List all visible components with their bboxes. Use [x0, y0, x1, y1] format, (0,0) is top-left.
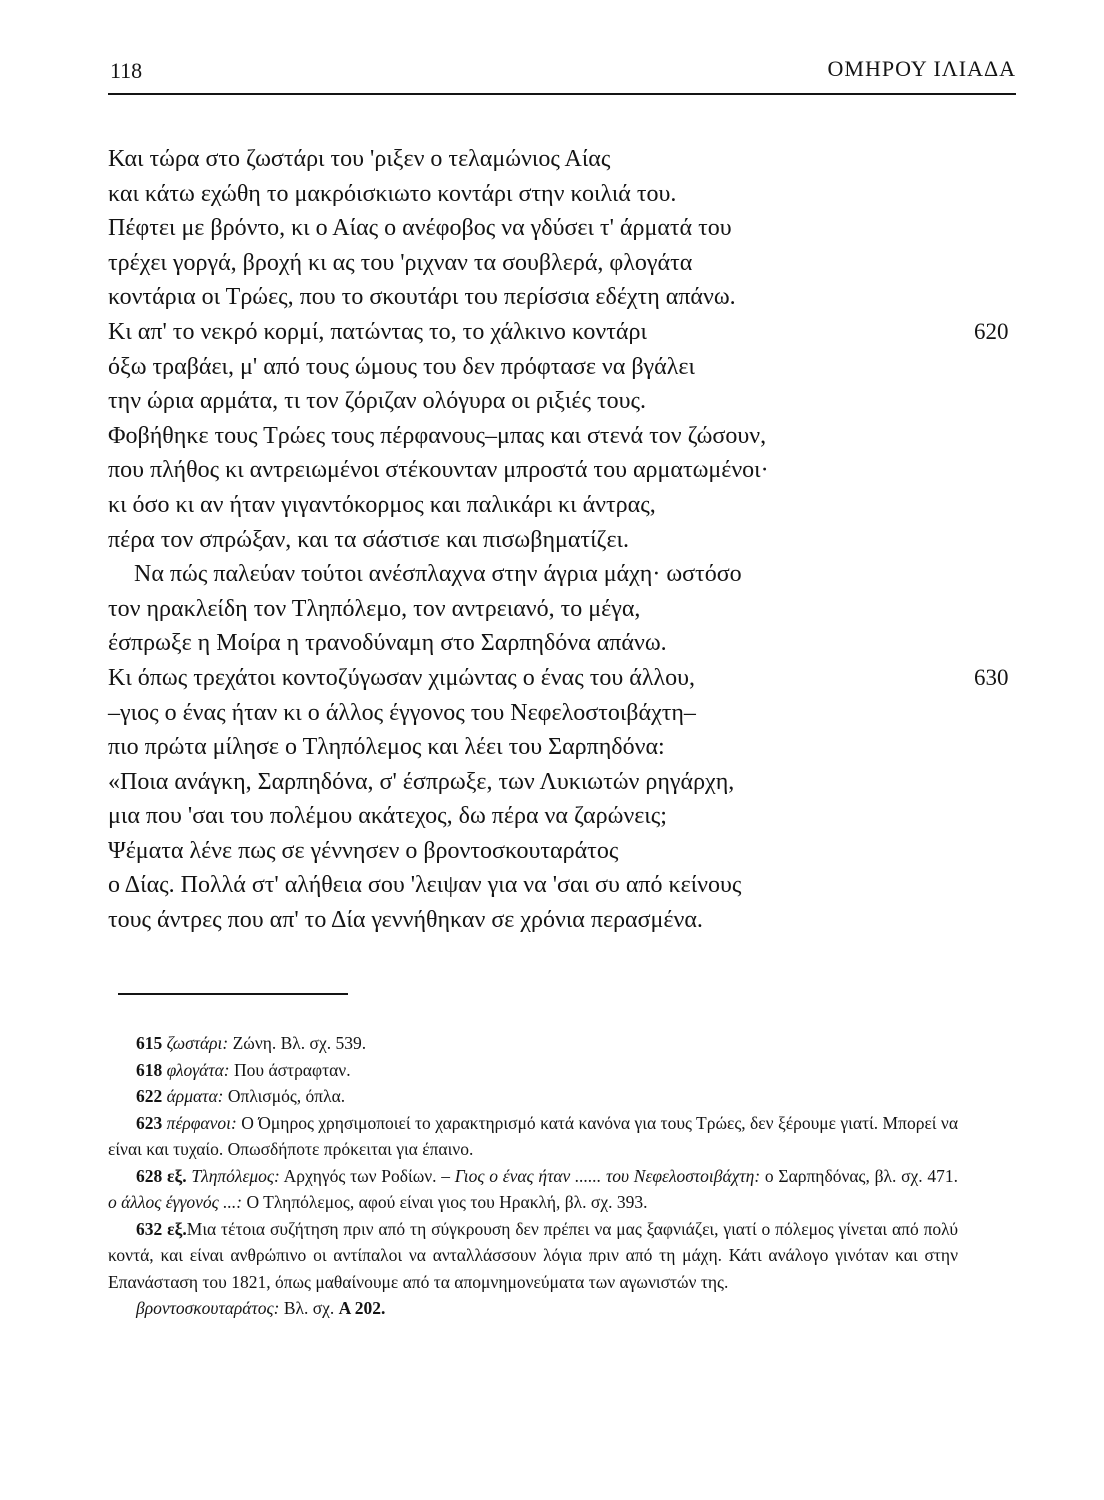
verse-line: έσπρωξε η Μοίρα η τρανοδύναμη στο Σαρπηδόνα απάνω. [108, 630, 667, 657]
footnote-text: Οπλισμός, όπλα. [223, 1086, 346, 1106]
verse-line: Και τώρα στο ζωστάρι του 'ριξεν ο τελαμώνιος Αίας [108, 146, 611, 172]
footnote-term: Γιος ο ένας ήταν ...... του Νεφελοστοιβάχτη: [454, 1165, 761, 1186]
footnote-term: άρματα: [166, 1086, 224, 1106]
verse-line: κι όσο κι αν ήταν γιγαντόκορμος και παλικάρι κι άντρας, [108, 491, 656, 518]
footnote [108, 1216, 958, 1296]
verse-line: Να πώς παλεύαν τούτοι ανέσπλαχνα στην άγρια μάχη· ωστόσο [134, 561, 742, 588]
footnote-number: 623 [136, 1112, 163, 1133]
footnote-text: Αρχηγός των Ροδίων. – [279, 1165, 455, 1186]
line-number: 620 [974, 318, 1009, 344]
footnote-number: 618 [136, 1059, 163, 1080]
footnote-text: Βλ. σχ. [279, 1298, 339, 1318]
footnote-reference: Α 202. [338, 1298, 386, 1318]
verse-line: πέρα τον σπρώξαν, και τα σάστισε και πισωβηματίζει. [108, 526, 630, 553]
verse-block [108, 142, 1008, 938]
footnote [108, 1163, 958, 1216]
footnote [108, 1083, 958, 1110]
footnote [108, 1057, 958, 1084]
verse-line: Κι όπως τρεχάτοι κοντοζύγωσαν χιμώντας ο ένας του άλλου, 630 [108, 661, 1008, 696]
footnote-text: Ζώνη. Βλ. σχ. 539. [228, 1033, 367, 1053]
footnote-number: 622 [136, 1086, 163, 1106]
verse-line: ο Δίας. Πολλά στ' αλήθεια σου 'λειψαν για να 'σαι συ από κείνους [108, 872, 742, 899]
verse-line: Ψέματα λένε πως σε γέννησεν ο βροντοσκουταράτος [108, 837, 619, 864]
footnote-text: Που άστραφταν. [229, 1059, 351, 1080]
footnote-term: Τληπόλεμος: [191, 1165, 280, 1186]
verse-line: τους άντρες που απ' το Δία γεννήθηκαν σε χρόνια περασμένα. [108, 907, 703, 934]
footnotes [108, 1030, 958, 1322]
page-number: 118 [110, 58, 143, 83]
line-number: 630 [974, 664, 1009, 690]
verse-line: Κι απ' το νεκρό κορμί, πατώντας το, το χάλκινο κοντάρι 620 [108, 315, 1008, 350]
footnote-term: πέρφανοι: [166, 1112, 237, 1133]
running-title: ΟΜΗΡΟΥ ΙΛΙΑΔΑ [827, 56, 1016, 81]
footnote-number: 628 εξ. [136, 1165, 187, 1186]
footnote-text: Ο Όμηρος χρησιμοποιεί το χαρακτηρισμό κατά κανόνα για τους Τρώες, δεν ξέρουμε γιατί. Μπορεί να είναι και τυχαίο. Οπωσδήποτε πρόκειται για έπαινο. [108, 1112, 958, 1159]
footnote-text: Ο Τληπόλεμος, αφού είναι γιος του Ηρακλή, βλ. σχ. 393. [242, 1192, 648, 1212]
verse-line: –γιος ο ένας ήταν κι ο άλλος έγγονος του Νεφελοστοιβάχτη– [108, 699, 696, 726]
verse-line: όξω τραβάει, μ' από τους ώμους του δεν πρόφτασε να βγάλει [108, 353, 695, 380]
verse-line: κοντάρια οι Τρώες, που το σκουτάρι του περίσσια εδέχτη απάνω. [108, 284, 736, 311]
verse-line: και κάτω εχώθη το μακρόισκιωτο κοντάρι στην κοιλιά του. [108, 180, 677, 207]
header-rule [108, 93, 1016, 95]
verse-line: «Ποια ανάγκη, Σαρπηδόνα, σ' έσπρωξε, των Λυκιωτών ρηγάρχη, [108, 768, 735, 795]
verse-line: τρέχει γοργά, βροχή κι ας του 'ριχναν τα σουβλερά, φλογάτα [108, 249, 693, 276]
verse-line: Πέφτει με βρόντο, κι ο Αίας ο ανέφοβος να γδύσει τ' άρματά του [108, 215, 732, 242]
footnote [108, 1295, 958, 1322]
footnote-term: ο άλλος έγγονός ...: [108, 1192, 243, 1212]
footnote [108, 1030, 958, 1057]
footnote-number: 632 εξ. [136, 1218, 187, 1239]
verse-line: Φοβήθηκε τους Τρώες τους πέρφανους–μπας και στενά τον ζώσουν, [108, 422, 767, 449]
footnote [108, 1110, 958, 1163]
footnote-text: ο Σαρπηδόνας, βλ. σχ. 471. [760, 1165, 959, 1186]
footnote-term: φλογάτα: [166, 1059, 230, 1080]
footnote-rule [118, 993, 348, 995]
footnote-term: ζωστάρι: [166, 1033, 229, 1053]
verse-line: πιο πρώτα μίλησε ο Τληπόλεμος και λέει του Σαρπηδόνα: [108, 734, 665, 761]
footnote-number: 615 [136, 1033, 163, 1053]
verse-line: τον ηρακλείδη τον Τληπόλεμο, τον αντρειανό, το μέγα, [108, 595, 641, 622]
verse-line: που πλήθος κι αντρειωμένοι στέκουνταν μπροστά του αρματωμένοι· [108, 457, 769, 484]
footnote-term: βροντοσκουταράτος: [136, 1298, 280, 1318]
verse-line: μια που 'σαι του πολέμου ακάτεχος, δω πέρα να ζαρώνεις; [108, 803, 667, 830]
footnote-text: Μια τέτοια συζήτηση πριν από τη σύγκρουση δεν πρέπει να μας ξαφνιάζει, γιατί ο πόλεμος γίνεται από πολύ κοντά, και είναι ανθρώπινο οι αντίπαλοι να ανταλλάσσουν λόγια πριν από τη μάχη. Κάτι ανάλογο γινόταν και στην Επανάσταση του 1821, όπως μαθαίνουμε από τα απομνημονεύματα των αγωνιστών της. [108, 1218, 958, 1292]
verse-line: την ώρια αρμάτα, τι τον ζόριζαν ολόγυρα οι ριξιές τους. [108, 388, 646, 415]
